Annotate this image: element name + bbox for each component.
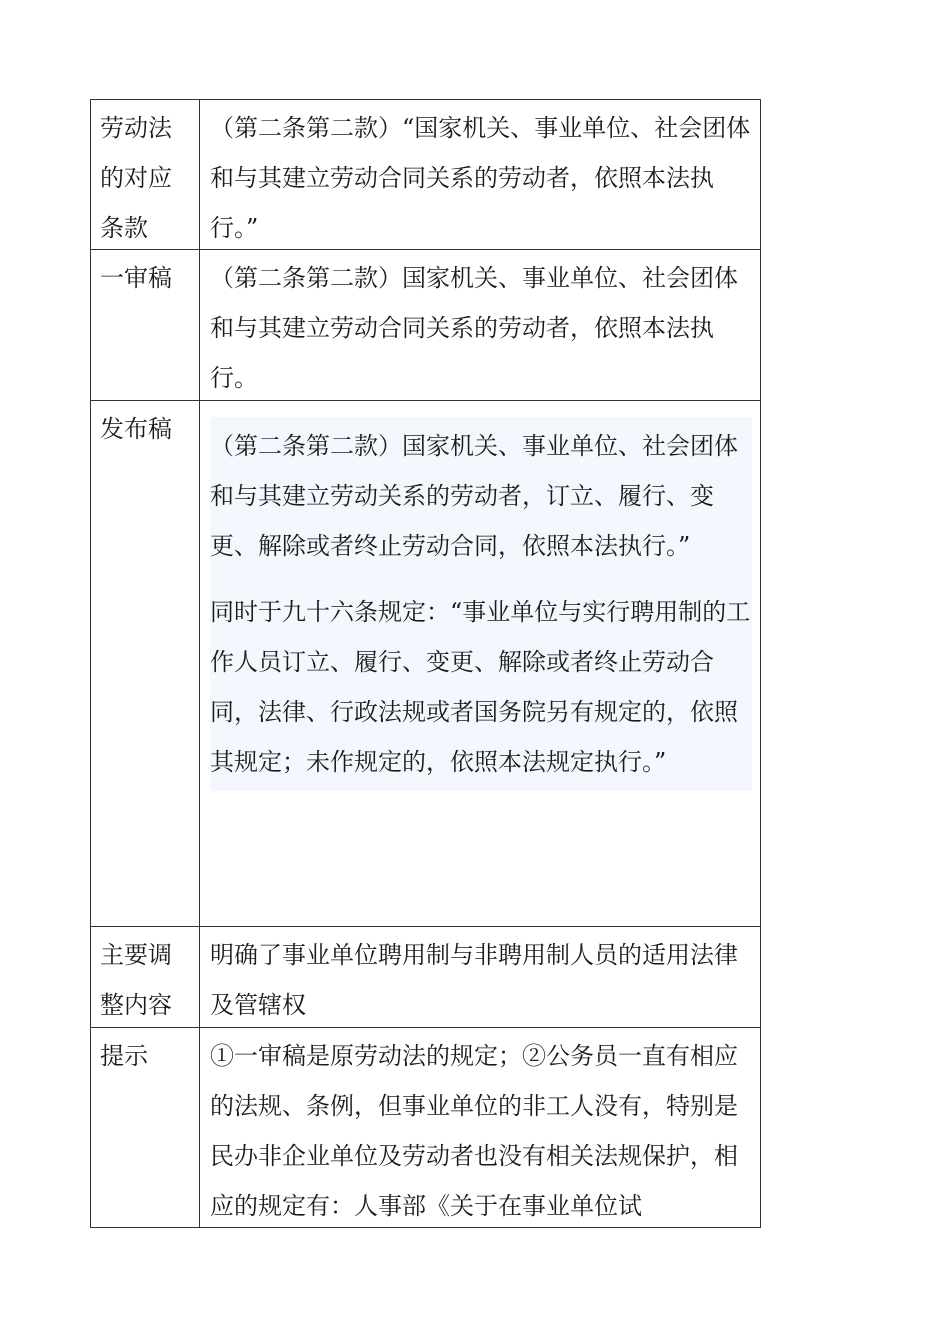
table-row [91,1028,760,1227]
row-content [200,1028,760,1227]
content-paragraph: 同时于九十六条规定：“事业单位与实行聘用制的工作人员订立、履行、变更、解除或者终止劳动合同，法律、行政法规或者国务院另有规定的，依照其规定；未作规定的，依照本法规定执行。” [210,598,751,776]
row-label: 主要调整内容 [91,927,200,1027]
content-paragraph: （第二条第二款）“国家机关、事业单位、社会团体和与其建立劳动合同关系的劳动者，依照本法执行。” [210,114,751,242]
row-content [200,927,760,1027]
table-row [91,250,760,401]
row-content [200,100,760,249]
row-label: 劳动法的对应条款 [91,100,200,249]
table-row [91,100,760,250]
row-label: 发布稿 [91,401,200,926]
row-content [200,250,760,400]
content-paragraph: （第二条第二款）国家机关、事业单位、社会团体和与其建立劳动关系的劳动者，订立、履行、变更、解除或者终止劳动合同，依照本法执行。” [210,432,738,560]
row-content [200,401,760,926]
content-paragraph: 明确了事业单位聘用制与非聘用制人员的适用法律及管辖权 [210,941,738,1019]
content-paragraph: ①一审稿是原劳动法的规定；②公务员一直有相应的法规、条例，但事业单位的非工人没有，特别是民办非企业单位及劳动者也没有相关法规保护，相应的规定有：人事部《关于在事业单位试 [210,1042,738,1220]
row-label: 一审稿 [91,250,200,400]
comparison-table [90,99,761,1228]
content-paragraph: （第二条第二款）国家机关、事业单位、社会团体和与其建立劳动合同关系的劳动者，依照本法执行。 [210,264,738,392]
table-row [91,401,760,927]
highlighted-block [210,417,752,791]
row-label: 提示 [91,1028,200,1227]
table-row [91,927,760,1028]
